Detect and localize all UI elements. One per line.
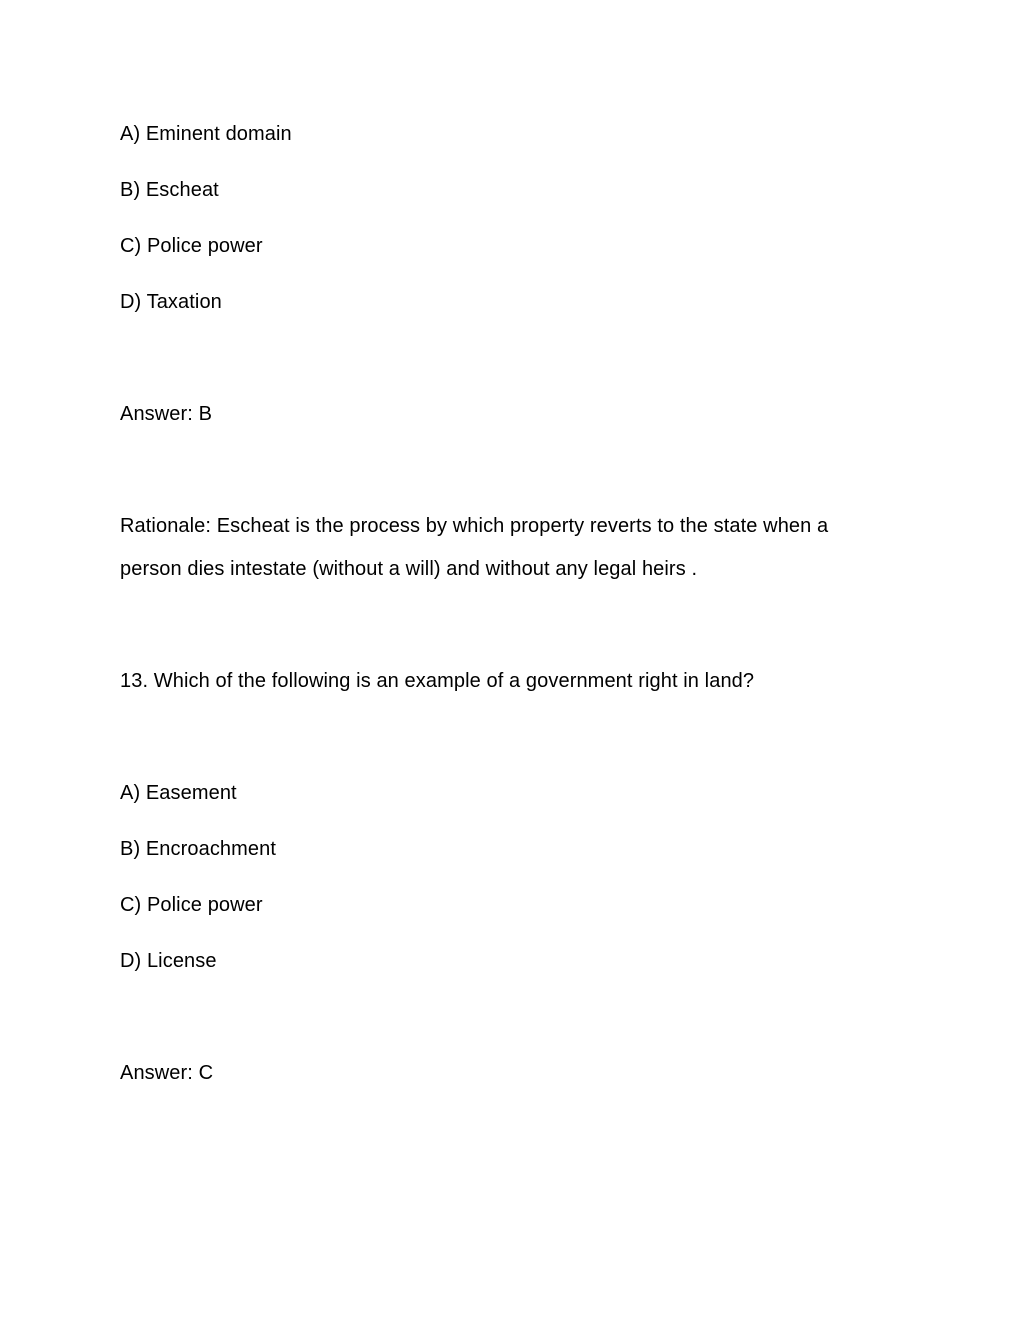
question-13-text: 13. Which of the following is an example of a government right in land?	[120, 670, 755, 692]
question-12-option-a: A) Eminent domain	[120, 123, 292, 145]
question-13-answer: Answer: C	[120, 1062, 214, 1084]
question-13-option-d: D) License	[120, 950, 217, 972]
question-12-answer: Answer: B	[120, 403, 213, 425]
question-12-option-d: D) Taxation	[120, 291, 222, 313]
question-12-option-c: C) Police power	[120, 235, 263, 257]
question-13-option-c: C) Police power	[120, 894, 263, 916]
question-13-option-a: A) Easement	[120, 782, 237, 804]
question-13-option-b: B) Encroachment	[120, 838, 277, 860]
question-12-rationale-line-2: person dies intestate (without a will) and without any legal heirs .	[120, 558, 698, 580]
question-12-option-b: B) Escheat	[120, 179, 219, 201]
question-12-rationale-line-1: Rationale: Escheat is the process by which property reverts to the state when a	[120, 515, 829, 537]
